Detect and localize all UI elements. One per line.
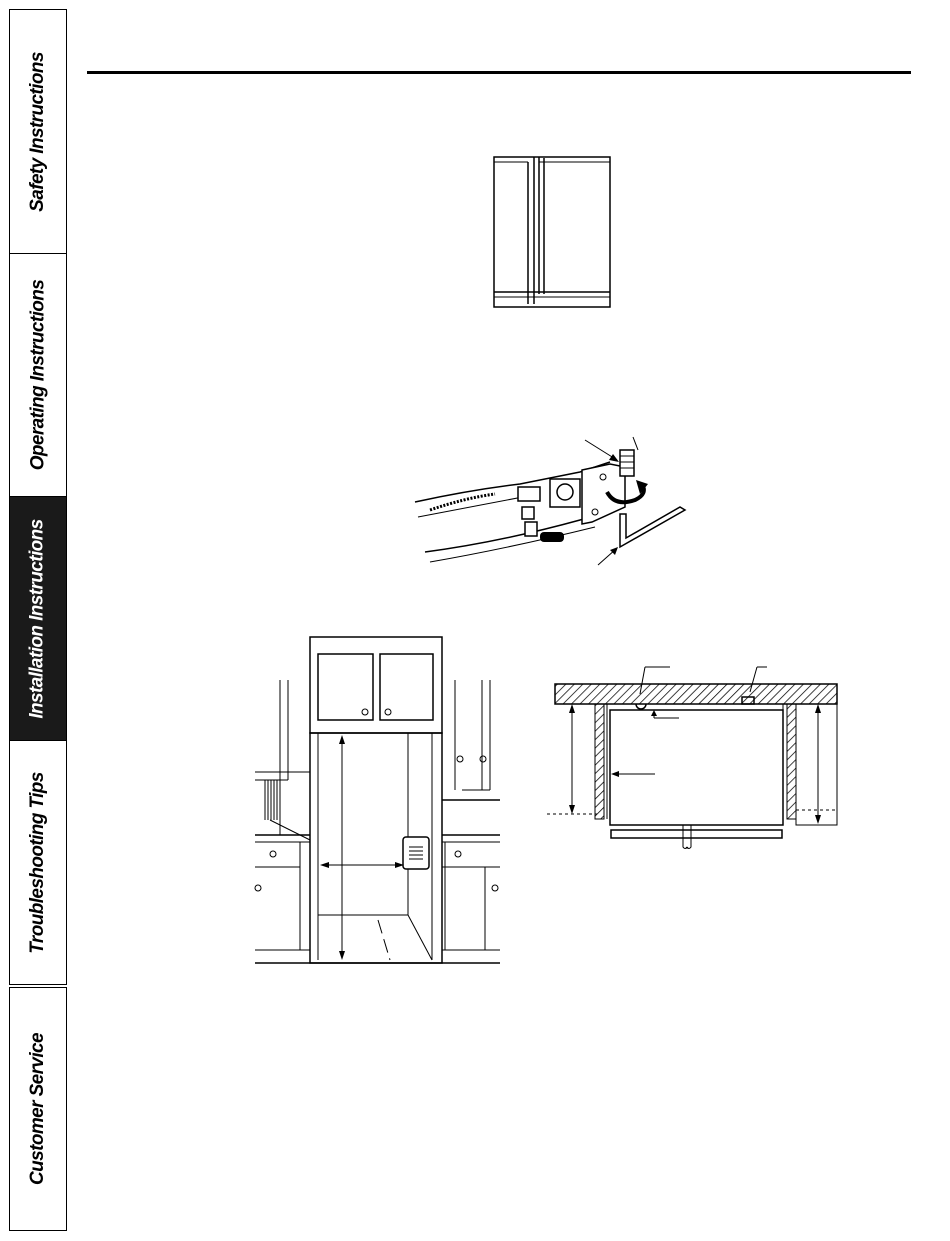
tab-label: Safety Instructions <box>27 51 49 212</box>
tab-customer-service[interactable] <box>9 987 67 1231</box>
cabinet-opening-illustration <box>250 630 505 970</box>
tab-troubleshooting-tips[interactable] <box>9 740 67 985</box>
tab-safety-instructions[interactable] <box>9 9 67 254</box>
top-view-clearance-illustration <box>545 662 845 857</box>
tab-label: Troubleshooting Tips <box>27 771 48 954</box>
tab-label: Operating Instructions <box>27 279 49 471</box>
header-rule <box>87 71 911 74</box>
tab-operating-instructions[interactable] <box>9 253 67 497</box>
refrigerator-front-illustration <box>490 154 615 314</box>
tab-label: Installation Instructions <box>27 518 48 719</box>
leveling-leg-illustration <box>410 432 700 582</box>
tab-installation-instructions[interactable] <box>9 496 67 741</box>
sidebar-tabs <box>9 9 67 1231</box>
tab-label: Customer Service <box>27 1033 49 1185</box>
